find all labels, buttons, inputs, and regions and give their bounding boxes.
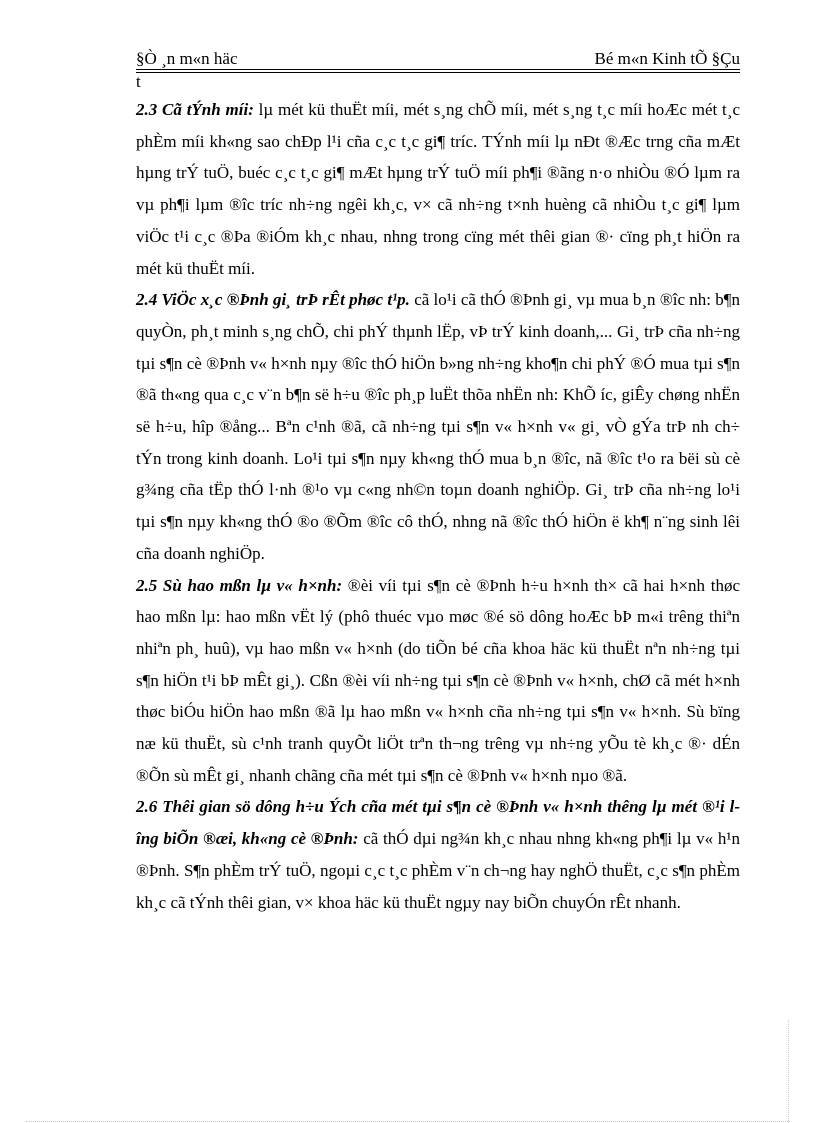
header-department: Bé m«n Kinh tÕ §Çu bbox=[594, 49, 740, 68]
header-rule-top bbox=[136, 69, 740, 70]
page-margin-guide bbox=[788, 1020, 789, 1123]
header-rule-bottom bbox=[136, 72, 740, 73]
page-header bbox=[136, 48, 740, 92]
section-text: cã thÓ dµi ng¾n kh¸c nhau nhng kh«ng ph¶i lµ v« h¹n ®Þnh. S¶n phÈm trÝ tuÖ, ngoµi c¸c t¸c phÈm v¨n ch¬ng hay nghÖ thuËt, c¸c s¶n phÈm kh¸c cã tÝnh thêi gian, v× khoa häc kü thuËt ngµy nay biÕn chuyÓn rÊt nhanh. bbox=[136, 829, 740, 912]
header-course-title: §Ò ¸n m«n häc bbox=[136, 49, 238, 68]
section-text: cã lo¹i cã thÓ ®Þnh gi¸ vµ mua b¸n ®îc nh: b¶n quyÒn, ph¸t minh s¸ng chÕ, chi phÝ thµnh lËp, vÞ trÝ kinh doanh,... Gi¸ trÞ cña nh÷ng tµi s¶n cè ®Þnh v« h×nh nµy ®îc thÓ hiÖn b»ng nh÷ng kho¶n chi phÝ ®Ó mua tµi s¶n ®ã th«ng qua c¸c v¨n b¶n së h÷u ®îc ph¸p luËt thõa nhËn nh: KhÕ íc, giÊy chøng nhËn së h÷u, hîp ®ång... Bªn c¹nh ®ã, cã nh÷ng tµi s¶n v« h×nh v« gi¸ vÒ gÝa trÞ nh ch÷ tÝn trong kinh doanh. Lo¹i tµi s¶n nµy kh«ng thÓ mua b¸n ®îc, nã ®îc t¹o ra bëi sù cè g¾ng cña tËp thÓ l·nh ®¹o vµ c«ng nh©n toµn doanh nghiÖp. Gi¸ trÞ cña nh÷ng lo¹i tµi s¶n nµy kh«ng thÓ ®o ®Õm ®îc cô thÓ, nhng nã ®îc thÓ hiÖn ë kh¶ n¨ng sinh lêi cña doanh nghiÖp. bbox=[136, 290, 740, 563]
section-2-6 bbox=[136, 791, 740, 918]
section-heading: 2.3 Cã tÝnh míi: bbox=[136, 100, 254, 119]
header-department-continuation: t bbox=[136, 72, 141, 91]
section-2-4 bbox=[136, 284, 740, 569]
section-2-3 bbox=[136, 94, 740, 284]
section-2-5 bbox=[136, 570, 740, 792]
document-body bbox=[136, 94, 740, 918]
section-heading: 2.5 Sù hao mßn lµ v« h×nh: bbox=[136, 575, 343, 595]
section-heading: 2.6 Thêi gian sö dông h÷u Ých cña mét tµi s¶n cè ®Þnh v« h×nh thêng lµ mét ®¹i lîng biÕn ®æi, kh«ng cè ®Þnh: bbox=[136, 797, 740, 849]
section-heading: 2.4 ViÖc x¸c ®Þnh gi¸ trÞ rÊt phøc t¹p. bbox=[136, 290, 410, 310]
page-bottom-guide bbox=[26, 1121, 790, 1122]
section-text: lµ mét kü thuËt míi, mét s¸ng chÕ míi, mét s¸ng t¸c míi hoÆc mét t¸c phÈm míi kh«ng sao chÐp l¹i cña c¸c t¸c gi¶ tríc. TÝnh míi lµ nÐt ®Æc trng cña mÆt hµng trÝ tuÖ, buéc c¸c t¸c gi¶ mÆt hµng trÝ tuÖ míi ph¶i ®ãng n·o nhiÒu ®Ó lµm ra vµ ph¶i lµm ®îc tríc nh÷ng ngêi kh¸c, v× cã nh÷ng t×nh huèng cã nhiÒu t¸c gi¶ lµm viÖc t¹i c¸c ®Þa ®iÓm kh¸c nhau, nhng trong cïng mét thêi gian ®· cïng ph¸t hiÖn ra mét kü thuËt míi. bbox=[136, 100, 740, 278]
section-text: ®èi víi tµi s¶n cè ®Þnh h÷u h×nh th× cã hai h×nh thøc hao mßn lµ: hao mßn vËt lý (phô thuéc vµo møc ®é sö dông hoÆc bÞ m«i trêng thiªn nhiªn ph¸ huû), vµ hao mßn v« h×nh (do tiÕn bé cña khoa häc kü thuËt nªn nh÷ng tµi s¶n hiÖn t¹i bÞ mÊt gi¸). Cßn ®èi víi nh÷ng tµi s¶n cè ®Þnh v« h×nh, chØ cã mét h×nh thøc biÓu hiÖn hao mßn ®ã lµ hao mßn v« h×nh cña nh÷ng tµi s¶n v« h×nh. Sù bïng næ kü thuËt, sù c¹nh tranh quyÕt liÖt trªn th¬ng trêng vµ nh÷ng yÕu tè kh¸c ®· dÉn ®Õn sù mÊt gi¸ nhanh chãng cña mét tµi s¶n cè ®Þnh v« h×nh nµo ®ã. bbox=[136, 575, 740, 785]
